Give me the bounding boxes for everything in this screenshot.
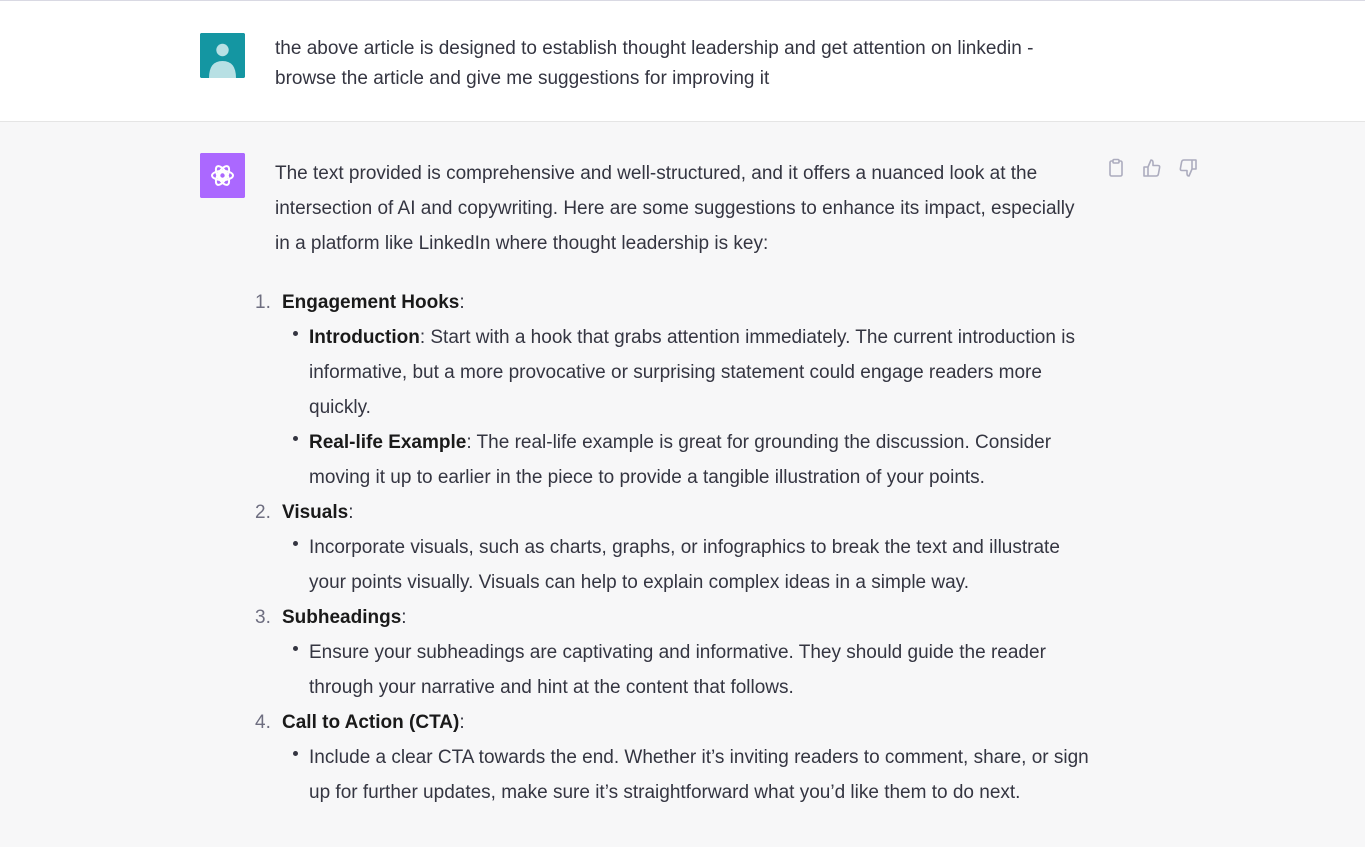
list-item <box>282 425 1095 495</box>
title-colon: : <box>401 607 407 628</box>
clipboard-icon <box>1106 158 1126 178</box>
list-number: 2. <box>255 502 271 523</box>
point-text: : The real-life example is great for grounding the discussion. Consider moving it up to earlier in the piece to provide a tangible illustration of your points. <box>309 432 1052 488</box>
suggestion-points <box>282 320 1095 495</box>
thumbs-up-icon <box>1142 158 1162 178</box>
list-item <box>282 740 1095 810</box>
assistant-avatar <box>200 153 245 198</box>
thumbs-up-button[interactable] <box>1141 157 1163 179</box>
suggestion-title: Visuals <box>282 502 349 523</box>
message-actions <box>1105 157 1199 179</box>
title-colon: : <box>459 292 465 313</box>
title-colon: : <box>459 712 465 733</box>
point-text: Incorporate visuals, such as charts, graphs, or infographics to break the text and illustrate your points visually. Visuals can help to explain complex ideas in a simple way. <box>309 537 1060 593</box>
list-item <box>282 635 1095 705</box>
list-number: 3. <box>255 607 271 628</box>
assistant-message-row <box>0 122 1365 847</box>
point-text: Include a clear CTA towards the end. Whether it’s inviting readers to comment, share, or sign up for further updates, make sure it’s straightforward what you’d like them to do next. <box>309 747 1089 803</box>
suggestion-title: Call to Action (CTA) <box>282 712 460 733</box>
suggestion-item-subheadings <box>255 600 1095 705</box>
copy-button[interactable] <box>1105 157 1127 179</box>
list-number: 4. <box>255 712 271 733</box>
point-text: Ensure your subheadings are captivating and informative. They should guide the reader through your narrative and hint at the content that follows. <box>309 642 1046 698</box>
user-message-row <box>0 0 1365 122</box>
list-number: 1. <box>255 292 271 313</box>
title-colon: : <box>348 502 354 523</box>
user-avatar-icon <box>200 33 245 78</box>
point-text: : Start with a hook that grabs attention immediately. The current introduction is informative, but a more provocative or surprising statement could engage readers more quickly. <box>309 327 1075 418</box>
openai-logo-icon <box>200 153 245 198</box>
user-message-text: the above article is designed to establish thought leadership and get attention on linkedin - browse the article and give me suggestions for improving it <box>275 38 1034 89</box>
suggestion-title: Engagement Hooks <box>282 292 460 313</box>
thumbs-down-icon <box>1178 158 1198 178</box>
suggestion-points <box>282 740 1095 810</box>
suggestion-item-engagement-hooks <box>255 285 1095 495</box>
assistant-intro-text: The text provided is comprehensive and well-structured, and it offers a nuanced look at the intersection of AI and copywriting. Here are some suggestions to enhance its impact, especially in a platform like LinkedIn where thought leadership is key: <box>275 163 1075 254</box>
thumbs-down-button[interactable] <box>1177 157 1199 179</box>
list-item <box>282 320 1095 425</box>
suggestions-list <box>255 285 1095 810</box>
suggestion-item-call-to-action <box>255 705 1095 810</box>
point-label: Real-life Example <box>309 432 467 453</box>
suggestion-item-visuals <box>255 495 1095 600</box>
suggestion-title: Subheadings <box>282 607 402 628</box>
list-item <box>282 530 1095 600</box>
suggestion-points <box>282 530 1095 600</box>
user-avatar <box>200 33 245 78</box>
point-label: Introduction <box>309 327 420 348</box>
suggestion-points <box>282 635 1095 705</box>
